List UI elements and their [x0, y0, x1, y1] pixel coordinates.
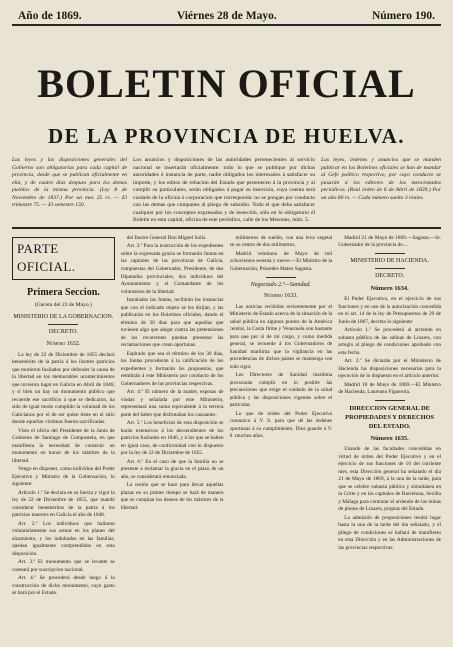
decreto-heading: DECRETO. [48, 329, 78, 336]
masthead-topline [12, 10, 441, 22]
newspaper-title: BOLETIN OFICIAL [37, 61, 416, 106]
gaceta-ref: (Gaceta del 23 de Mayo.) [34, 302, 92, 309]
paragraph: Art. 2.º Los individuos que hallaron voluntariamente sus armas en los planes del alzamiento, y los indultados en las familias, quedan igualmente comprendidos en esta disposicion. [12, 520, 115, 557]
paragraph: La admisión de proposiciones tendrá lugar hasta la una de la tarde del dia señalado, y el pliego de condiciones se hallará de manifiesto en esta Dirección y en las Administraciones de las provincias respectivas. [338, 514, 441, 551]
paragraph: Art. 6.º En el caso de que la familia no se presente a reclamar la gracia en el plazo de un año, se considerará renunciada. [120, 458, 224, 480]
paragraph: Visto el oficio del Presidente de la Junta de Gobierno de Santiago de Compostela, en que manifiesta la necesidad de construir un monumento en honor de los mártires de la libertad. [12, 427, 115, 464]
separator [375, 253, 405, 254]
column-3 [230, 235, 333, 647]
newspaper-page [12, 10, 441, 634]
notices-block [12, 157, 441, 225]
separator [48, 324, 78, 325]
notice-middle: Los anuncios y disposiciones de las autoridades pertenecientes al servicio nacional se insertarán oficialmente: todo lo que se publique por dichas autoridades ó instancia de parte, nadie obligados los interesados á satisfacer su importe, y los editos de rebacion del Estado que pertenecen á la provincia y al cumplir su particulares, serán obligados á pagar su inserción, cuya cuenta será cuidado de la oficina ó corporacion que corresponda: no se pongan por conducto con las demas que cumpanes al pliego de subsidio. Todo el que deba satisfacer cualquier por los conceptos expresados y de inserción, sólo en lo obligatorio él Boletín en esta capital, oficina de este periódico, calle de los Mesones, núm. 5. [133, 157, 315, 224]
paragraph: del Ilustre General Don Miguel Solis. [126, 234, 207, 241]
newspaper-subtitle: DE LA PROVINCIA DE HUELVA. [48, 124, 405, 148]
paragraph: La cesión que se hace para llevar aquellas plazas en su primer tiempo se hará de manera que se cumplan los deseos de los mártires de la libertad. [120, 482, 224, 511]
paragraph: Art. 3.º El monumento que se levante se costeará por suscripcion nacional. [12, 559, 115, 573]
parte-oficial-heading: PARTE OFICIAL. [12, 237, 115, 280]
direccion-heading: DIRECCION GENERAL DE PROPIEDADES Y DERECHOS DEL ESTADO. [345, 404, 435, 430]
paragraph: Art. 2.º Se dictarán por el Ministerio de Hacienda las disposiciones necesarias para la ejecución de lo dispuesto en el artículo anterior. [338, 358, 441, 380]
decreto-heading: DECRETO. [375, 273, 405, 280]
paragraph: Espirado que sea el término de los 30 días, las Juntas procederán á la calificación de los expedientes y formarán las propuestas, que remitirán á este Ministerio por conducto de los Gobernadores de las provincias respectivas. [120, 350, 224, 387]
issue-date: Viérnes 28 de Mayo. [176, 10, 277, 22]
paragraph: Artículo 1.º Se declara en su fuerza y vigor la ley de 22 de Diciembre de 1855, que mandó considerar beneméritos de la patria á los patricios muertos en Galicia el año de 1846. [12, 489, 115, 519]
paragraph: Madrid 10 de Mayo de 1869.—El Ministro de Hacienda, Laureano Figuerola. [338, 381, 441, 396]
notice-right: Las leyes, órdenes y anuncios que se manden publicar en los Boletines oficiales se han de mandar al Gefe político respectivo, por cuyo conducto se pasarán á los editores de los mencionados periódicos. (Real órden de 6 de Abril de 1839.) Por un año 80 rs. — Cada número suelto 3 reales. [321, 157, 441, 201]
paragraph: Art. 3.º Para la instrucción de los expedientes sobre la expresada gracia se formarán Juntas en las capitales de las provincias de Galicia, compuestas del Gobernador, Presidente, de dos Diputados provinciales, dos individuos del Ayuntamiento y el Comandante de los voluntarios de la libertad. [120, 243, 224, 295]
column-2 [121, 235, 224, 647]
article-columns [12, 235, 441, 647]
seccion-heading: Primera Seccion. [27, 286, 100, 298]
numero-heading: Número 1635. [370, 435, 409, 443]
paragraph: milímetros de sueldo, con una leva vegetal en su centro de dos milímetros. [229, 234, 333, 249]
paragraph: Usando de las facultades concedidas en virtud de órden del Poder Ejecutivo y en el ejercicio de sus funciones de 10 del corriente mes, esta Dirección general ha señalado el día 21 de Mayo de 1869, á la una de la tarde, para que se celebre subasta pública y simultánea en la Córte y en las capitales de Barcelona, Sevilla y Málaga para contratar el arriendo de las minas de plomo de Linares, propias del Estado. [338, 446, 441, 513]
paragraph: Vengo en disponer, como individuo del Poder Ejecutivo y Ministro de la Gobernación, lo siguiente: [12, 466, 115, 488]
paragraph: Art. 4.º El número de la madre, esposas de viudas y señalada por este Ministerio, representará una suma equivalente á la tercera parte del haber que disfrutaban los causantes. [120, 389, 224, 418]
paragraph: Madrid 21 de Mayo de 1869.—Sagasta.—Sr. Gobernador de la provincia de.... [338, 234, 441, 249]
negociado-heading: Negociado 2.º—Sanidad. [250, 281, 312, 288]
paragraph: Las noticias recibidas recientemente por el Ministerio de Estado acerca de la situación de la salud pública en algunos puntos de la América central, la Costa firme y Venezuela son bastante para que por sí de mí cargo, y como medida general, se recuerde á los Gobernadores de Sanidad marítima que la vigilancia en las procedencias de dichos paises se mantenga con todo rigor. [229, 303, 333, 370]
paragraph: Instalados las Juntas, recibirán las instancias que con el indicado objeto se les dirijan, y las publicarán en los Boletines oficiales, dando el término de 30 dias para que aquellas que tuviesen algo que alegar contra las pretensiones de los recurrentes puedan presentar las reclamaciones que crean oportunas. [120, 297, 224, 349]
separator [266, 277, 296, 278]
paragraph: Los Directores de Sanidad marítima procurarán cumplir en lo posible las precauciones que exige el cuidado de la salud pública y las disposiciones vigentes sobre el particular. [229, 372, 333, 409]
masthead-rule [12, 24, 441, 26]
paragraph: La ley de 22 de Diciembre de 1855 declaró benemérito de la patria á los ilustres patricios que murieron fusilados por defender la causa de la libertad en los memorables acontecimientos que tuvieron lugar en Galicia en Abril de 1846; y si bien un hay un monumento público que recuerde ese sacrificio á que se dedicaron, ha sido de igual modo cumplido la voluntad de los Galicianos por el de ser quien tiene en el sitio donde aquellas victimas fueron sacrificadas. [12, 351, 115, 426]
numero-heading: Número 1633. [263, 293, 298, 300]
paragraph: Artículo 1.º Se procederá al arriendo en subasta pública de las salinas de Linares, con arreglo al pliego de condiciones aprobado con esta fecha. [338, 327, 441, 356]
ministerio-heading: MINISTERIO DE LA GOBERNACION. [13, 313, 114, 320]
issue-number: Número 190. [371, 10, 435, 22]
numero-heading: Número 1634. [370, 284, 409, 292]
paragraph: Madrid veintiuno de Mayo de mil ochocientos sesenta y nueve.—El Ministro de la Gobernación, Práxedes Mateo Sagasta. [229, 250, 333, 272]
paragraph: Art. 5.º Los beneficios de esta disposición se harán extensivos á los descendientes de los patricios fusilados en 1846, y á los que se hallen en igual caso, de conformidad con lo dispuesto por la ley de 22 de Diciembre de 1855. [120, 420, 224, 457]
paragraph: Lo que de órden del Poder Ejecutivo comunico á V. S. para que dé las órdenes oportunas á su cumplimiento. Dios guarde á V. S. muchos años. [229, 410, 333, 440]
section-rule [12, 227, 441, 229]
separator [375, 400, 405, 401]
column-4 [338, 235, 441, 647]
issue-year: Año de 1869. [18, 10, 82, 22]
numero-heading: Número 1632. [46, 340, 81, 347]
notice-left: Las leyes y las disposiciones generales del Gobierno son obligatorias para cada capital de provincia, desde que se publican oficialmente en ella, y de cuatro dias despues para los demas pueblos de la misma provincia. (Ley 8 de Noviembre de 1837.) Por un mes 25 rs. — El trimestre 75. — El semestre 150. [12, 157, 127, 209]
paragraph: Art. 4.º Se procederá desde luego á la construcción de dicho monumento, cuyo gasto se hará por el Estado. [12, 575, 115, 597]
separator [375, 268, 405, 269]
column-1 [12, 235, 115, 647]
paragraph: El Poder Ejecutivo, en el ejercicio de sus funciones y en uso de la autorización concedida en el art. 14 de la ley de Presupuestos de 29 de Junio de 1867, decreta lo siguiente: [338, 296, 441, 325]
ministerio-hacienda-heading: MINISTERIO DE HACIENDA. [350, 257, 429, 264]
